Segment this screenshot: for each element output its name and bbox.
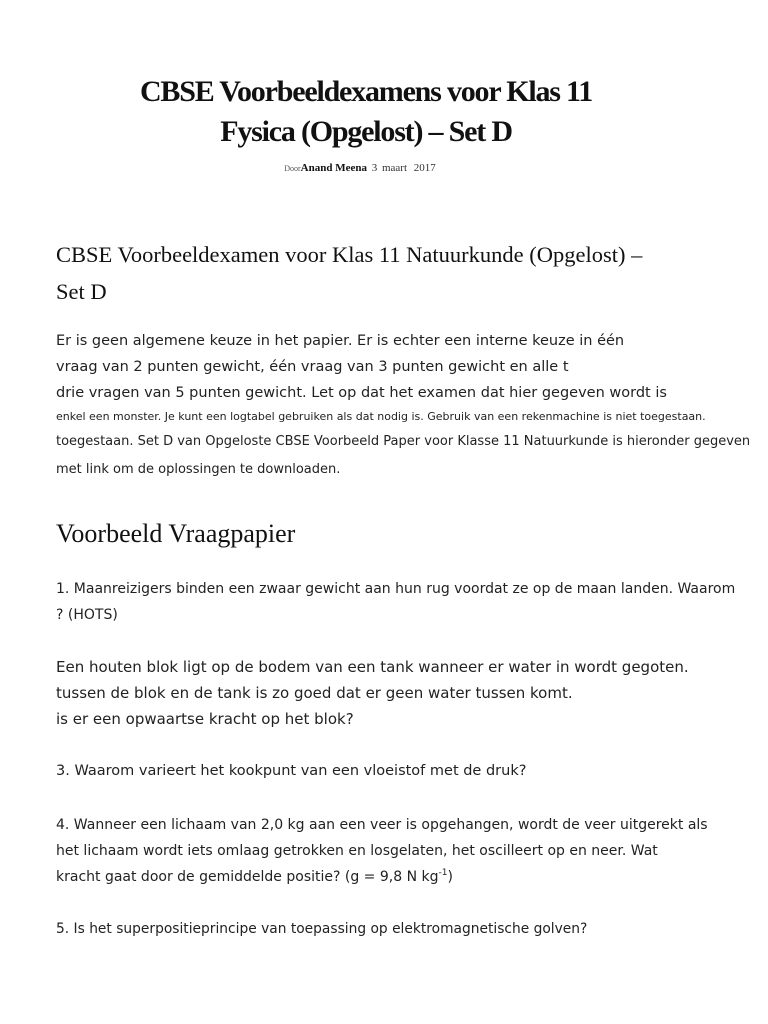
intro-line: Er is geen algemene keuze in het papier. Er is echter een interne keuze in één [56,333,625,349]
byline [0,162,720,174]
question-3 [56,758,768,784]
question-line: 1. Maanreizigers binden een zwaar gewicht aan hun rug voordat ze op de maan landen. Waarom [56,581,736,597]
question-1 [56,576,768,628]
publish-date: maart 2017 [381,162,436,174]
question-4 [56,812,768,890]
question-line: ? (HOTS) [56,607,118,623]
byline-prefix: Door [284,164,301,173]
question-line: het lichaam wordt iets omlaag getrokken en losgelaten, het oscilleert op en neer. Wat [56,843,658,859]
question-line: Een houten blok ligt op de bodem van een tank wanneer er water in wordt gegoten. [56,658,689,676]
intro-line: enkel een monster. Je kunt een logtabel gebruiken als dat nodig is. Gebruik van een rekenmachine is niet toegestaan. [56,410,706,423]
question-line: 4. Wanneer een lichaam van 2,0 kg aan een veer is opgehangen, wordt de veer uitgerekt als [56,817,708,833]
article-heading-line-1: CBSE Voorbeeldexamen voor Klas 11 Natuurkunde (Opgelost) – [56,242,643,267]
question-line: 3. Waarom varieert het kookpunt van een vloeistof met de druk? [56,763,527,779]
page-title [0,72,732,152]
question-text-end: ) [447,869,453,885]
article-heading [56,236,746,310]
page-title-line-2: Fysica (Opgelost) – Set D [220,115,512,148]
question-5 [56,916,768,942]
author-link[interactable]: Anand Meena [300,162,367,174]
question-2 [56,654,768,732]
intro-line: vraag van 2 punten gewicht, één vraag van 3 punten gewicht en alle t [56,359,569,375]
page-title-line-1: CBSE Voorbeeldexamens voor Klas 11 [139,75,593,108]
question-line-last [56,864,768,890]
intro-line: met link om de oplossingen te downloaden. [56,462,341,477]
question-line: tussen de blok en de tank is zo goed dat er geen water tussen komt. [56,684,573,702]
publish-day: 3 [371,162,378,174]
section-heading: Voorbeeld Vraagpapier [56,519,296,548]
question-line: 5. Is het superpositieprincipe van toepassing op elektromagnetische golven? [56,921,588,937]
intro-line: toegestaan. Set D van Opgeloste CBSE Voorbeeld Paper voor Klasse 11 Natuurkunde is hieronder gegeven [56,434,751,449]
unit-exponent: -1 [438,868,448,878]
article-heading-line-2: Set D [56,279,107,304]
question-line: is er een opwaartse kracht op het blok? [56,710,354,728]
intro-paragraph [56,328,768,484]
intro-line: drie vragen van 5 punten gewicht. Let op dat het examen dat hier gegeven wordt is [56,385,667,401]
question-text: kracht gaat door de gemiddelde positie? (g = 9,8 N kg [56,869,439,885]
